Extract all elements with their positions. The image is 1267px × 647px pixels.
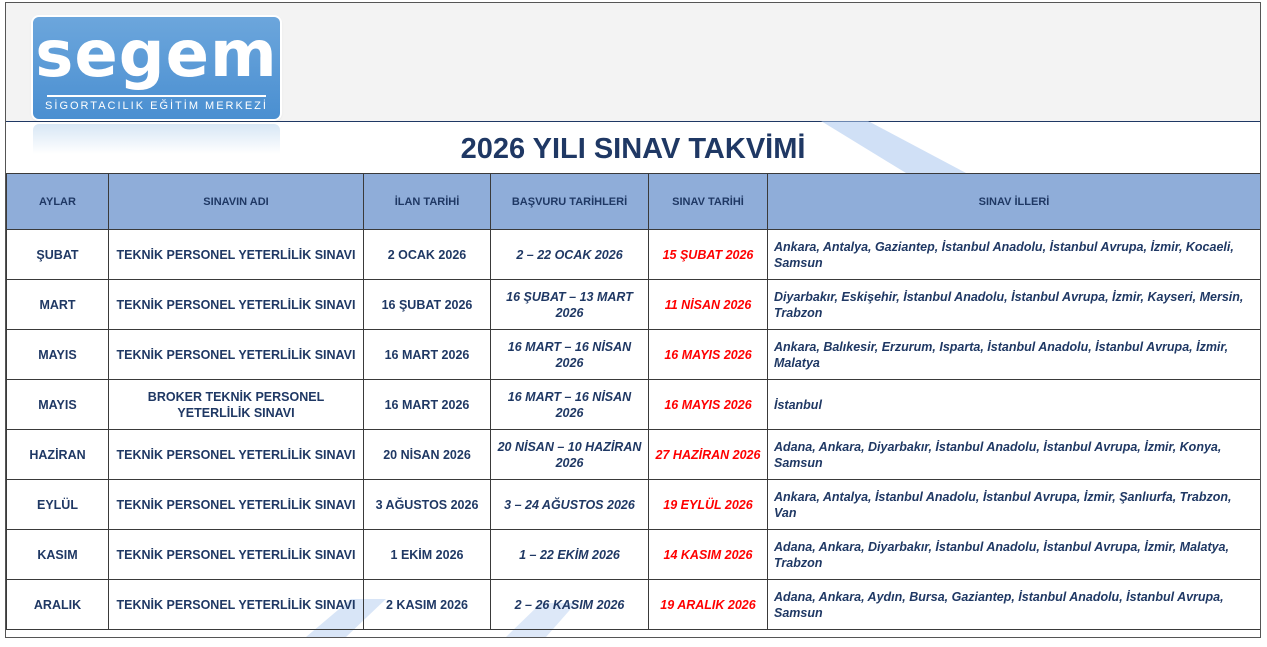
month-cell: KASIM: [7, 530, 109, 580]
exam-name-cell: TEKNİK PERSONEL YETERLİLİK SINAVI: [109, 580, 364, 630]
exam-name-cell: TEKNİK PERSONEL YETERLİLİK SINAVI: [109, 430, 364, 480]
application-dates-cell: 2 – 22 OCAK 2026: [491, 230, 649, 280]
exam-date-cell: 16 MAYIS 2026: [649, 330, 768, 380]
application-dates-cell: 16 MART – 16 NİSAN 2026: [491, 330, 649, 380]
column-header-application-dates: BAŞVURU TARİHLERİ: [491, 174, 649, 230]
exam-cities-cell: İstanbul: [768, 380, 1261, 430]
month-cell: ŞUBAT: [7, 230, 109, 280]
page-title: 2026 YILI SINAV TAKVİMİ: [460, 133, 806, 165]
table-row: [7, 430, 1261, 480]
exam-cities-cell: Ankara, Balıkesir, Erzurum, Isparta, İstanbul Anadolu, İstanbul Avrupa, İzmir, Malatya: [768, 330, 1261, 380]
logo-wordmark: segem: [35, 18, 278, 92]
exam-name-cell: TEKNİK PERSONEL YETERLİLİK SINAVI: [109, 280, 364, 330]
announce-date-cell: 2 OCAK 2026: [364, 230, 491, 280]
exam-date-cell: 19 EYLÜL 2026: [649, 480, 768, 530]
month-cell: ARALIK: [7, 580, 109, 630]
application-dates-cell: 16 ŞUBAT – 13 MART 2026: [491, 280, 649, 330]
exam-name-cell: TEKNİK PERSONEL YETERLİLİK SINAVI: [109, 480, 364, 530]
application-dates-cell: 3 – 24 AĞUSTOS 2026: [491, 480, 649, 530]
column-header-exam-name: SINAVIN ADI: [109, 174, 364, 230]
logo-subtitle: SİGORTACILIK EĞİTİM MERKEZİ: [45, 100, 268, 112]
exam-cities-cell: Adana, Ankara, Diyarbakır, İstanbul Anadolu, İstanbul Avrupa, İzmir, Malatya, Trabzon: [768, 530, 1261, 580]
application-dates-cell: 20 NİSAN – 10 HAZİRAN 2026: [491, 430, 649, 480]
exam-date-cell: 14 KASIM 2026: [649, 530, 768, 580]
announce-date-cell: 16 MART 2026: [364, 330, 491, 380]
application-dates-cell: 2 – 26 KASIM 2026: [491, 580, 649, 630]
month-cell: EYLÜL: [7, 480, 109, 530]
document-frame: [5, 2, 1261, 638]
column-header-months: AYLAR: [7, 174, 109, 230]
segem-logo: [33, 17, 280, 119]
table-row: [7, 380, 1261, 430]
exam-date-cell: 15 ŞUBAT 2026: [649, 230, 768, 280]
announce-date-cell: 16 MART 2026: [364, 380, 491, 430]
exam-name-cell: TEKNİK PERSONEL YETERLİLİK SINAVI: [109, 230, 364, 280]
announce-date-cell: 1 EKİM 2026: [364, 530, 491, 580]
announce-date-cell: 20 NİSAN 2026: [364, 430, 491, 480]
exam-calendar-table: [6, 173, 1261, 630]
exam-cities-cell: Adana, Ankara, Aydın, Bursa, Gaziantep, İstanbul Anadolu, İstanbul Avrupa, Samsun: [768, 580, 1261, 630]
announce-date-cell: 3 AĞUSTOS 2026: [364, 480, 491, 530]
exam-date-cell: 11 NİSAN 2026: [649, 280, 768, 330]
month-cell: MAYIS: [7, 330, 109, 380]
exam-date-cell: 16 MAYIS 2026: [649, 380, 768, 430]
table-row: [7, 580, 1261, 630]
application-dates-cell: 1 – 22 EKİM 2026: [491, 530, 649, 580]
exam-cities-cell: Diyarbakır, Eskişehir, İstanbul Anadolu, İstanbul Avrupa, İzmir, Kayseri, Mersin, Trabzon: [768, 280, 1261, 330]
exam-name-cell: TEKNİK PERSONEL YETERLİLİK SINAVI: [109, 530, 364, 580]
announce-date-cell: 16 ŞUBAT 2026: [364, 280, 491, 330]
exam-name-cell: TEKNİK PERSONEL YETERLİLİK SINAVI: [109, 330, 364, 380]
month-cell: MAYIS: [7, 380, 109, 430]
exam-date-cell: 19 ARALIK 2026: [649, 580, 768, 630]
column-header-exam-cities: SINAV İLLERİ: [768, 174, 1261, 230]
exam-cities-cell: Ankara, Antalya, Gaziantep, İstanbul Anadolu, İstanbul Avrupa, İzmir, Kocaeli, Samsun: [768, 230, 1261, 280]
column-header-exam-date: SINAV TARİHİ: [649, 174, 768, 230]
logo-rule: [47, 95, 266, 97]
exam-name-cell: BROKER TEKNİK PERSONEL YETERLİLİK SINAVI: [109, 380, 364, 430]
exam-cities-cell: Adana, Ankara, Diyarbakır, İstanbul Anadolu, İstanbul Avrupa, İzmir, Konya, Samsun: [768, 430, 1261, 480]
table-row: [7, 330, 1261, 380]
column-header-announce-date: İLAN TARİHİ: [364, 174, 491, 230]
table-row: [7, 530, 1261, 580]
table-row: [7, 280, 1261, 330]
exam-cities-cell: Ankara, Antalya, İstanbul Anadolu, İstanbul Avrupa, İzmir, Şanlıurfa, Trabzon, Van: [768, 480, 1261, 530]
exam-date-cell: 27 HAZİRAN 2026: [649, 430, 768, 480]
announce-date-cell: 2 KASIM 2026: [364, 580, 491, 630]
table-header-row: [7, 174, 1261, 230]
table-row: [7, 480, 1261, 530]
table-row: [7, 230, 1261, 280]
month-cell: HAZİRAN: [7, 430, 109, 480]
application-dates-cell: 16 MART – 16 NİSAN 2026: [491, 380, 649, 430]
month-cell: MART: [7, 280, 109, 330]
